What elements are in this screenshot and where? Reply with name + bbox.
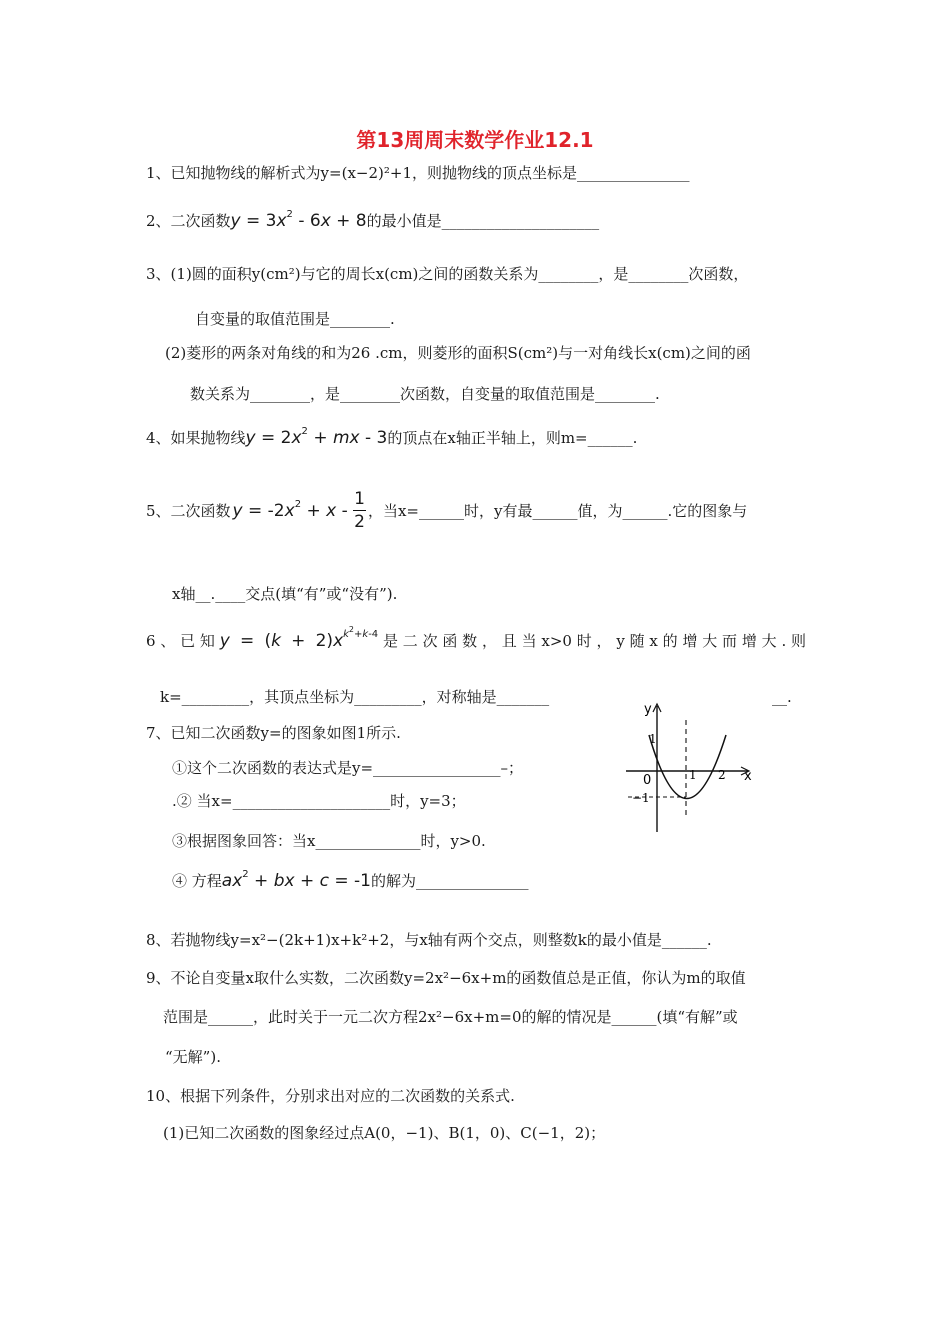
question-7-part-4 xyxy=(172,870,529,892)
question-9-line-2: 范围是______，此时关于一元二次方程2x²−6x+m=0的解的情况是______(填“有解”或 xyxy=(163,1008,738,1026)
y-axis-label: y xyxy=(644,702,652,717)
question-7-part-1: ①这个二次函数的表达式是y=_________________–； xyxy=(172,759,524,777)
question-9-line-3: “无解”). xyxy=(165,1048,221,1066)
origin-label: 0 xyxy=(643,773,652,788)
question-7-line-1: 7、已知二次函数y=的图象如图1所示. xyxy=(146,724,401,742)
question-2-prefix: 2、二次函数 xyxy=(146,212,231,230)
question-3-line-2: 自变量的取值范围是________. xyxy=(195,310,395,328)
question-2-suffix: 的最小值是_____________________ xyxy=(366,212,600,230)
question-3-line-4: 数关系为________，是________次函数，自变量的取值范围是________. xyxy=(190,385,660,403)
question-6-suffix: 是二次函数，且当x>0时，y随x的增大而增大.则 xyxy=(378,632,807,650)
question-6 xyxy=(146,625,807,652)
parabola-curve xyxy=(649,735,726,799)
question-7-part-4-suffix: 的解为_______________ xyxy=(371,872,529,890)
formula-7: $ax^2$ + bx + c = -1 xyxy=(221,869,371,891)
page-title: 第13周周末数学作业12.1 xyxy=(356,128,594,152)
question-3-line-3: (2)菱形的两条对角线的和为26 .cm，则菱形的面积S(cm²)与一对角线长x(cm)之间的函 xyxy=(165,344,751,362)
question-8: 8、若抛物线y=x²−(2k+1)x+k²+2，与x轴有两个交点，则整数k的最小值是______. xyxy=(146,931,712,949)
question-6-line-2-end: __. xyxy=(772,688,792,706)
formula-6: $y = (k + 2)x^{k^2+k-4}$ xyxy=(219,625,379,651)
x-axis-label: x xyxy=(744,769,752,784)
question-1: 1、已知抛物线的解析式为y=(x−2)²+1，则抛物线的顶点坐标是_______________ xyxy=(146,164,690,182)
question-10-line-2: (1)已知二次函数的图象经过点A(0，−1)、B(1，0)、C(−1，2)； xyxy=(163,1124,606,1142)
tick-label-y-neg1: −1 xyxy=(632,791,650,805)
question-4-prefix: 4、如果抛物线 xyxy=(146,429,246,447)
question-7-part-2: .② 当x=_____________________时，y=3； xyxy=(172,792,466,810)
question-5-prefix: 5、二次函数 xyxy=(146,501,231,520)
tick-label-y-1: 1 xyxy=(649,732,657,746)
question-7-part-3: ③根据图象回答：当x______________时，y>0. xyxy=(172,832,486,850)
question-9-line-1: 9、不论自变量x取什么实数，二次函数y=2x²−6x+m的函数值总是正值，你认为m的取值 xyxy=(146,969,746,987)
question-3-line-1: 3、(1)圆的面积y(cm²)与它的周长x(cm)之间的函数关系为________，是________次函数， xyxy=(146,265,749,283)
tick-label-x-1: 1 xyxy=(689,768,697,782)
question-5-line-2: x轴__.____交点(填“有”或“没有”). xyxy=(172,585,398,603)
formula-5: $y = -2x^2 + x$ - $\frac{1}{2}$ xyxy=(232,489,365,532)
question-5-suffix: ，当x=______时，y有最______值，为______.它的图象与 xyxy=(367,501,748,520)
question-10-line-1: 10、根据下列条件，分别求出对应的二次函数的关系式. xyxy=(146,1087,515,1105)
formula-4: $y = 2x^2$ + mx - 3 xyxy=(245,426,388,448)
question-2 xyxy=(146,210,599,232)
question-7-part-4-prefix: ④ 方程 xyxy=(172,872,222,890)
question-4-suffix: 的顶点在x轴正半轴上，则m=______. xyxy=(387,429,638,447)
question-6-prefix: 6、已知 xyxy=(146,632,220,650)
parabola-graph xyxy=(610,698,760,836)
formula-2: $y = 3x^2 - 6x + 8$ xyxy=(230,209,367,231)
question-6-line-2: k=_________，其顶点坐标为_________，对称轴是_______ xyxy=(160,688,550,706)
question-4 xyxy=(146,427,637,449)
tick-label-x-2: 2 xyxy=(718,768,726,782)
question-5 xyxy=(146,488,747,533)
